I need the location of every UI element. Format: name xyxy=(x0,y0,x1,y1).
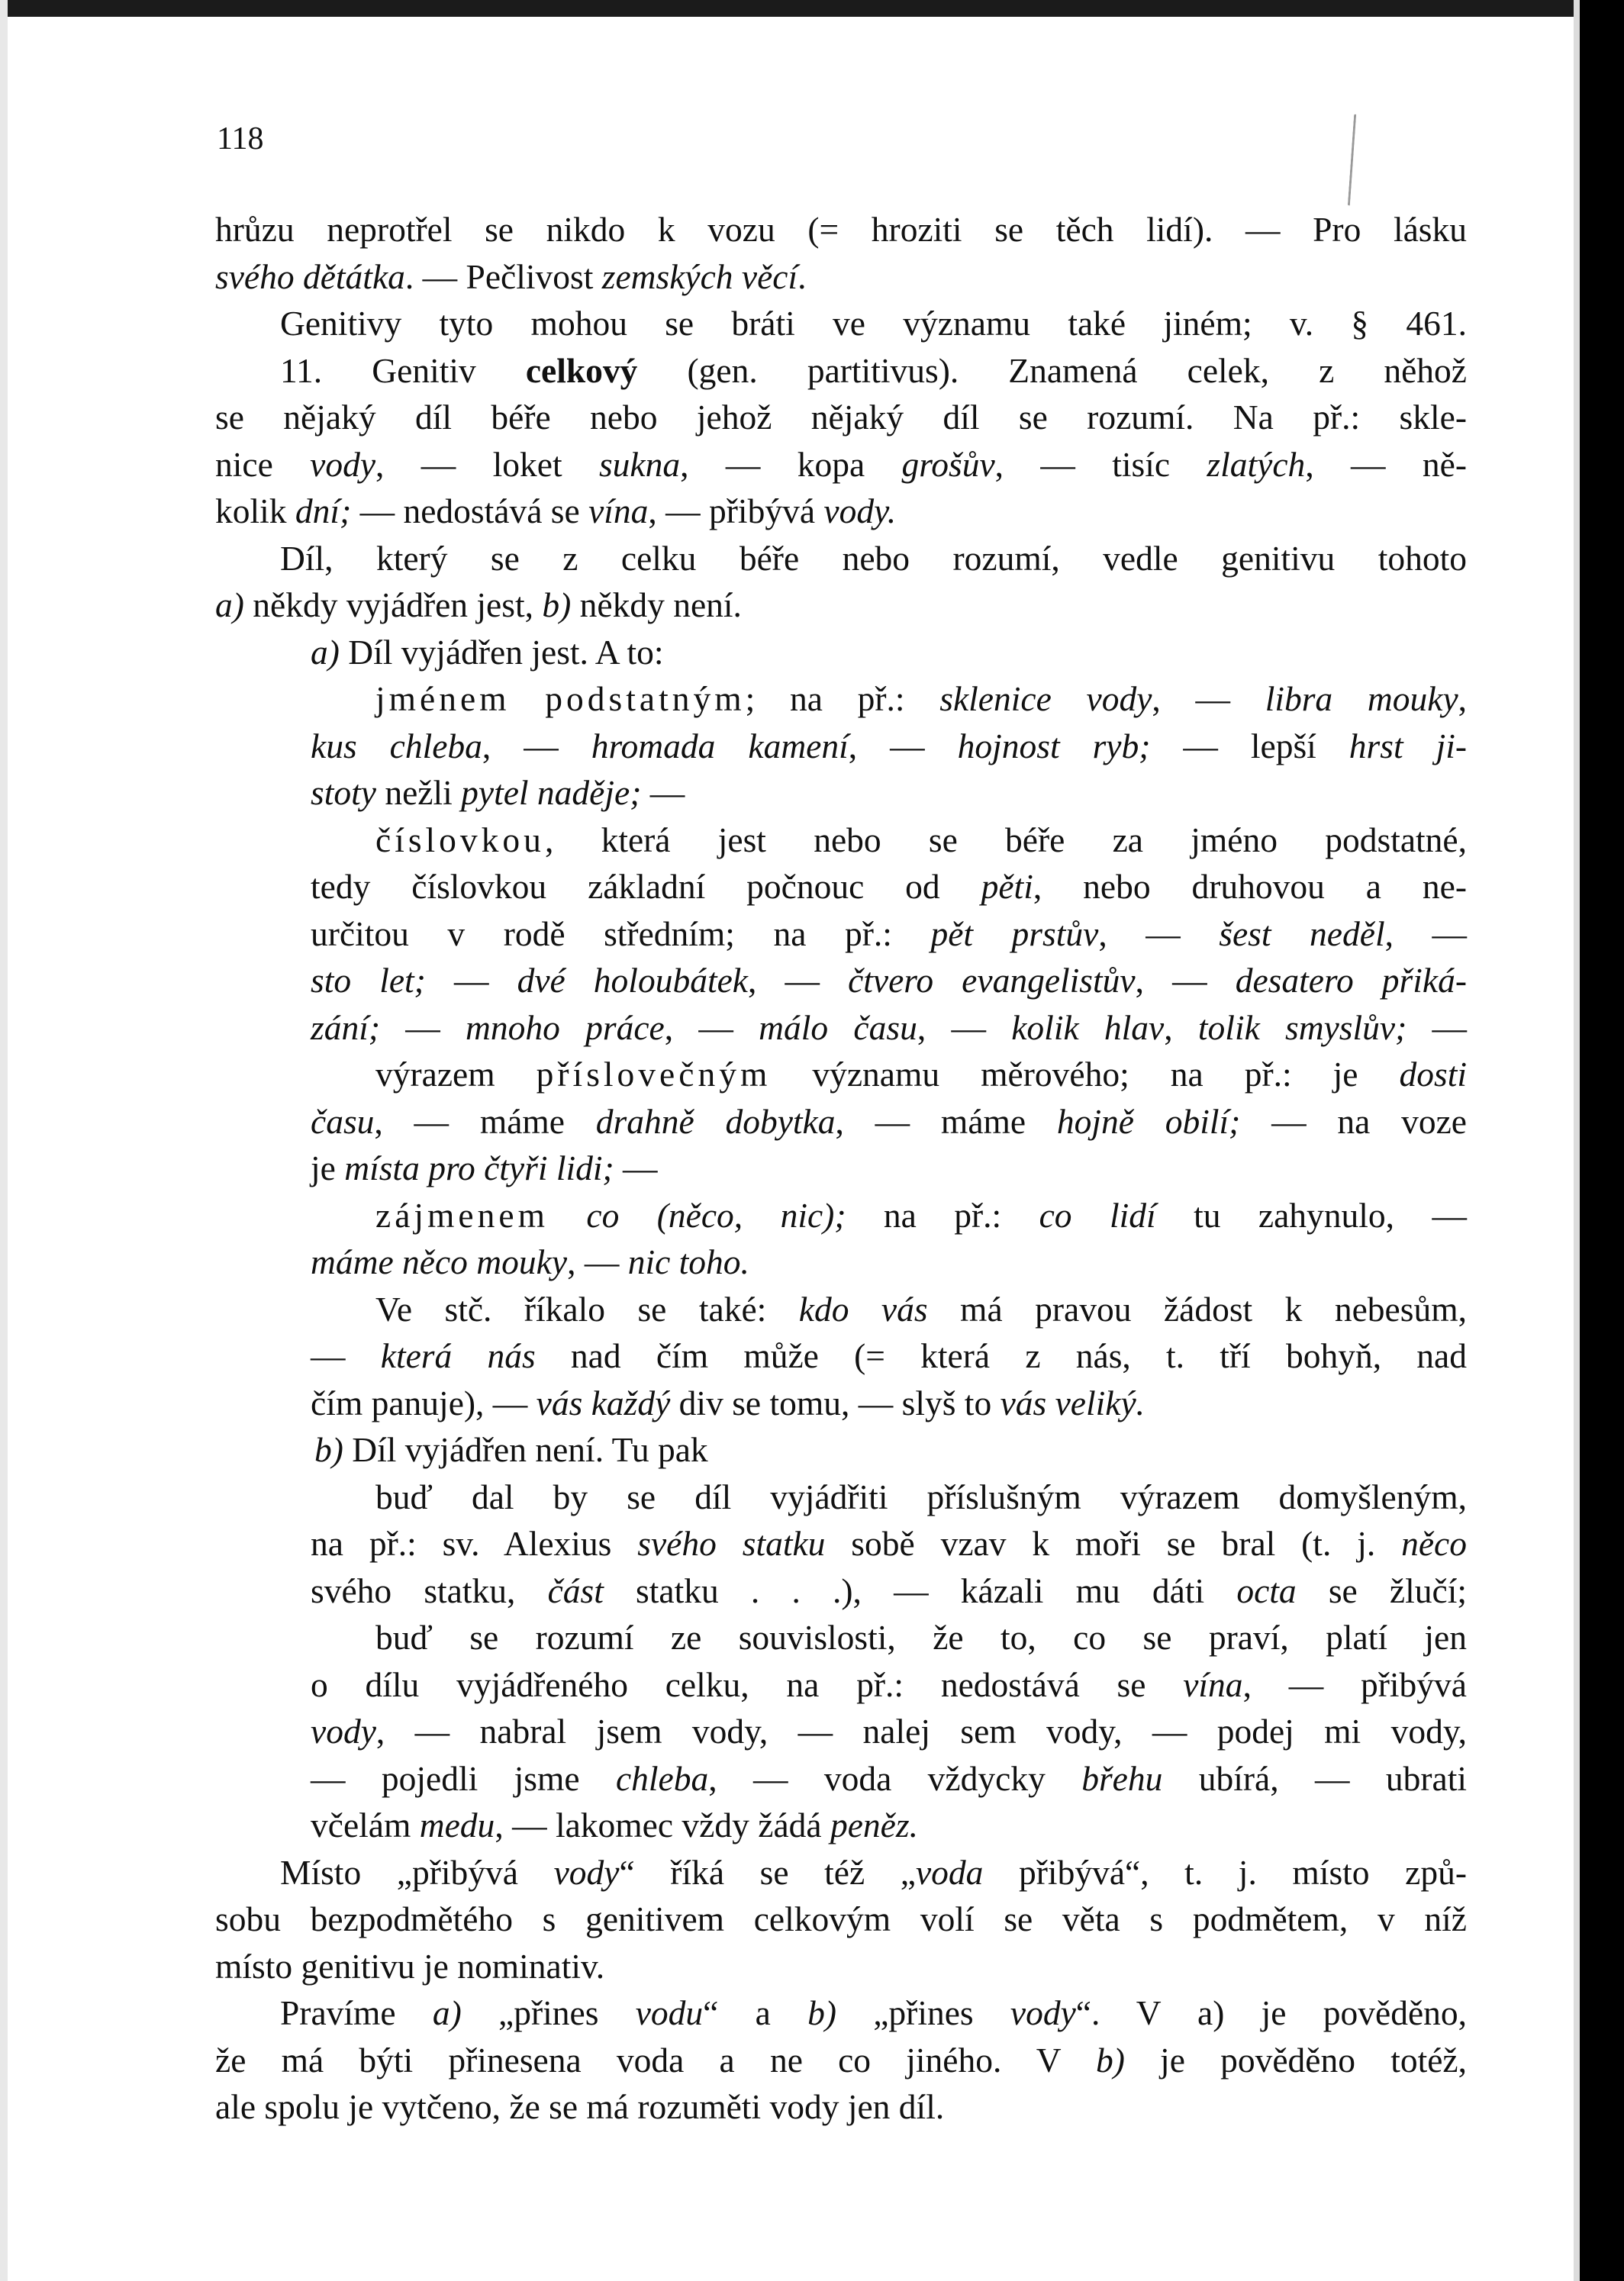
text-line: kus chleba, — hromada kamení, — hojnost ryb; — lepší hrst ji- xyxy=(311,726,1468,765)
page-number: 118 xyxy=(217,121,264,156)
text-line: číslovkou, která jest nebo se béře za jméno podstatné, xyxy=(375,820,1467,859)
text-line: 11. Genitiv celkový (gen. partitivus). Znamená celek, z něhož xyxy=(280,350,1468,390)
text-line: stoty nežli pytel naděje; — xyxy=(311,773,685,812)
scan-right-gap xyxy=(1574,0,1580,2281)
text-line: čím panuje), — vás každý div se tomu, — slyš to vás veliký. xyxy=(311,1383,1146,1422)
pencil-mark xyxy=(1348,114,1367,207)
text-line: o dílu vyjádřeného celku, na př.: nedostává se vína, — přibývá xyxy=(311,1664,1467,1704)
text-line: buď dal by se díl vyjádřiti příslušným výrazem domyšleným, xyxy=(375,1477,1467,1516)
text-line: ale spolu je vytčeno, že se má rozuměti vody jen díl. xyxy=(215,2087,945,2126)
text-line: hrůzu neprotřel se nikdo k vozu (= hroziti se těch lidí). — Pro lásku xyxy=(215,210,1467,249)
text-line: — pojedli jsme chleba, — voda vždycky břehu ubírá, — ubrati xyxy=(311,1758,1467,1798)
text-line: kolik dní; — nedostává se vína, — přibývá vody. xyxy=(215,491,897,530)
text-column xyxy=(215,206,1467,2131)
text-line: sto let; — dvé holoubátek, — čtvero evangelistův, — desatero přiká- xyxy=(311,961,1467,1000)
text-line: na př.: sv. Alexius svého statku sobě vzav k moři se bral (t. j. něco xyxy=(311,1524,1467,1563)
text-line: Ve stč. říkalo se také: kdo vás má pravou žádost k nebesům, xyxy=(375,1289,1467,1329)
text-line: zání; — mnoho práce, — málo času, — kolik hlav, tolik smyslův; — xyxy=(311,1007,1468,1047)
text-line: Genitivy tyto mohou se bráti ve významu také jiném; v. § 461. xyxy=(280,304,1467,343)
text-line: sobu bezpodmětého s genitivem celkovým volí se věta s podmětem, v níž xyxy=(215,1899,1467,1938)
text-line: a) Díl vyjádřen jest. A to: xyxy=(311,632,664,672)
text-line: výrazem příslovečným významu měrového; na př.: je dosti xyxy=(375,1055,1467,1094)
text-line: je místa pro čtyři lidi; — xyxy=(311,1149,658,1187)
text-line: určitou v rodě středním; na př.: pět prstův, — šest neděl, — xyxy=(311,913,1468,953)
text-line: svého dětátka. — Pečlivost zemských věcí. xyxy=(215,256,807,296)
text-line: Díl, který se z celku béře nebo rozumí, vedle genitivu tohoto xyxy=(280,538,1467,578)
text-line: máme něco mouky, — nic toho. xyxy=(311,1242,749,1281)
text-line: nice vody, — loket sukna, — kopa grošův, — tisíc zlatých, — ně- xyxy=(215,444,1467,484)
scan-left-edge xyxy=(0,0,8,2281)
text-line: Pravíme a) „přines vodu“ a b) „přines vody“. V a) je pověděno, xyxy=(280,1993,1468,2032)
text-line: zájmenem co (něco, nic); na př.: co lidí tu zahynulo, — xyxy=(375,1195,1467,1235)
text-line: vody, — nabral jsem vody, — nalej sem vody, — podej mi vody, xyxy=(311,1712,1467,1751)
text-line: jménem podstatným; na př.: sklenice vody, — libra mouky, xyxy=(375,679,1468,718)
text-line: místo genitivu je nominativ. xyxy=(215,1946,605,1986)
scan-top-edge xyxy=(0,0,1624,17)
scan-right-edge xyxy=(1580,0,1624,2281)
text-line: tedy číslovkou základní počnouc od pěti, nebo druhovou a ne- xyxy=(311,867,1468,906)
text-line: času, — máme drahně dobytka, — máme hojně obilí; — na voze xyxy=(311,1101,1467,1141)
text-line: a) někdy vyjádřen jest, b) někdy není. xyxy=(215,585,742,624)
text-line: svého statku, část statku . . .), — kázali mu dáti octa se žlučí; xyxy=(311,1571,1467,1610)
text-line: že má býti přinesena voda a ne co jiného. V b) je pověděno totéž, xyxy=(215,2040,1467,2080)
text-line: — která nás nad čím může (= která z nás, t. tří bohyň, nad xyxy=(311,1336,1467,1375)
text-line: b) Díl vyjádřen není. Tu pak xyxy=(314,1430,708,1469)
text-line: buď se rozumí ze souvislosti, že to, co se praví, platí jen xyxy=(375,1618,1467,1657)
text-line: se nějaký díl béře nebo jehož nějaký díl se rozumí. Na př.: skle- xyxy=(215,398,1467,437)
text-line: včelám medu, — lakomec vždy žádá peněz. xyxy=(311,1806,918,1844)
text-line: Místo „přibývá vody“ říká se též „voda přibývá“, t. j. místo způ- xyxy=(280,1852,1468,1892)
